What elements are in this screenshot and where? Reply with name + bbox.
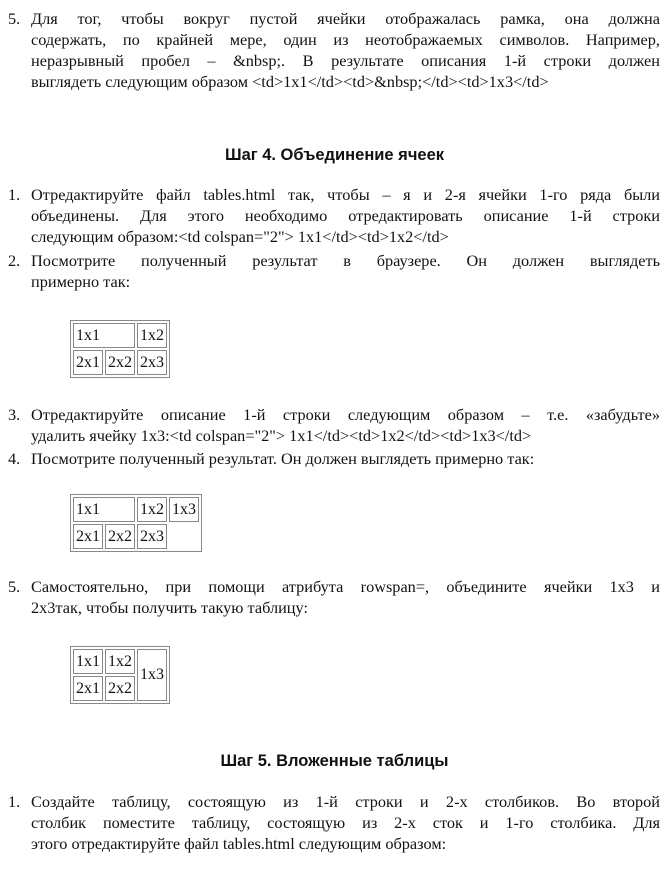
list-item-step4-4 (8, 448, 660, 469)
text-line: Отредактируйте файл tables.html так, чтобы – я и 2-я ячейки 1-го ряда были (31, 185, 660, 204)
paragraph-text (31, 448, 660, 469)
text-line: 2x3так, чтобы получить такую таблицу: (31, 598, 308, 617)
example-table-1 (70, 320, 170, 378)
text-line: Посмотрите полученный результат в браузере. Он должен выглядеть (31, 251, 660, 270)
section-heading-step5: Шаг 5. Вложенные таблицы (220, 752, 449, 770)
table-cell: 1x2 (105, 649, 135, 674)
text-line: выглядеть следующим образом <td>1x1</td><td>&nbsp;</td><td>1x3</td> (31, 72, 549, 91)
text-line: Отредактируйте описание 1-й строки следующим образом – т.е. «забудьте» (31, 405, 660, 424)
example-table-2 (70, 494, 202, 552)
text-line: Самостоятельно, при помощи атрибута rowspan=, объедините ячейки 1x3 и (31, 577, 660, 596)
list-number: 1. (8, 185, 21, 204)
table-row (73, 497, 199, 522)
text-line: этого отредактируйте файл tables.html следующим образом: (31, 834, 447, 853)
paragraph-text (31, 791, 660, 854)
table-cell: 1x2 (137, 497, 167, 522)
table-cell: 1x3 (169, 497, 199, 522)
section-heading-step4: Шаг 4. Объединение ячеек (224, 146, 445, 164)
example-table-3 (70, 646, 170, 704)
empty-cell (169, 524, 199, 549)
table-cell: 2x3 (137, 350, 167, 375)
list-number: 2. (8, 251, 21, 270)
list-number: 4. (8, 449, 21, 468)
table-cell: 2x2 (105, 524, 135, 549)
table-cell: 2x1 (73, 524, 103, 549)
list-number: 5. (8, 9, 21, 28)
list-item-step4-2 (8, 250, 660, 292)
text-line: удалить ячейку 1x3:<td colspan="2"> 1x1</td><td>1x2</td><td>1x3</td> (31, 426, 532, 445)
table-cell: 2x3 (137, 524, 167, 549)
table-cell: 2x2 (105, 676, 135, 701)
list-item-5-top (8, 8, 660, 92)
list-number: 1. (8, 792, 21, 811)
table-row (73, 649, 167, 674)
list-item-step5-1 (8, 791, 660, 854)
text-line: Посмотрите полученный результат. Он должен выглядеть примерно так: (31, 449, 535, 468)
paragraph-text (31, 250, 660, 292)
paragraph-text (31, 8, 660, 92)
table-cell: 2x1 (73, 350, 103, 375)
table-cell: 1x1 (73, 649, 103, 674)
paragraph-text (31, 184, 660, 247)
list-item-step4-3 (8, 404, 660, 446)
text-line: Для тог, чтобы вокруг пустой ячейки отображалась рамка, она должна (31, 9, 660, 28)
table-row (73, 524, 199, 549)
text-line: столбик поместите таблицу, состоящую из 2-х сток и 1-го столбика. Для (31, 813, 660, 832)
list-item-step4-1 (8, 184, 660, 247)
table-cell: 1x2 (137, 323, 167, 348)
table-row (73, 350, 167, 375)
table-cell: 1x1 (73, 497, 135, 522)
text-line: примерно так: (31, 272, 131, 291)
list-number: 3. (8, 405, 21, 424)
list-number: 5. (8, 577, 21, 596)
text-line: неразрывный пробел – &nbsp;. В результате описания 1-й строки должен (31, 51, 660, 70)
table-cell: 1x1 (73, 323, 135, 348)
text-line: содержать, по крайней мере, один из неотображаемых символов. Например, (31, 30, 660, 49)
table-cell: 2x2 (105, 350, 135, 375)
paragraph-text (31, 576, 660, 618)
paragraph-text (31, 404, 660, 446)
table-cell: 2x1 (73, 676, 103, 701)
list-item-step4-5 (8, 576, 660, 618)
text-line: объединены. Для этого необходимо отредактировать описание 1-й строки (31, 206, 660, 225)
text-line: Создайте таблицу, состоящую из 1-й строки и 2-х столбиков. Во второй (31, 792, 660, 811)
text-line: следующим образом:<td colspan="2"> 1x1</td><td>1x2</td> (31, 227, 449, 246)
table-row (73, 323, 167, 348)
table-cell: 1x3 (137, 649, 167, 701)
